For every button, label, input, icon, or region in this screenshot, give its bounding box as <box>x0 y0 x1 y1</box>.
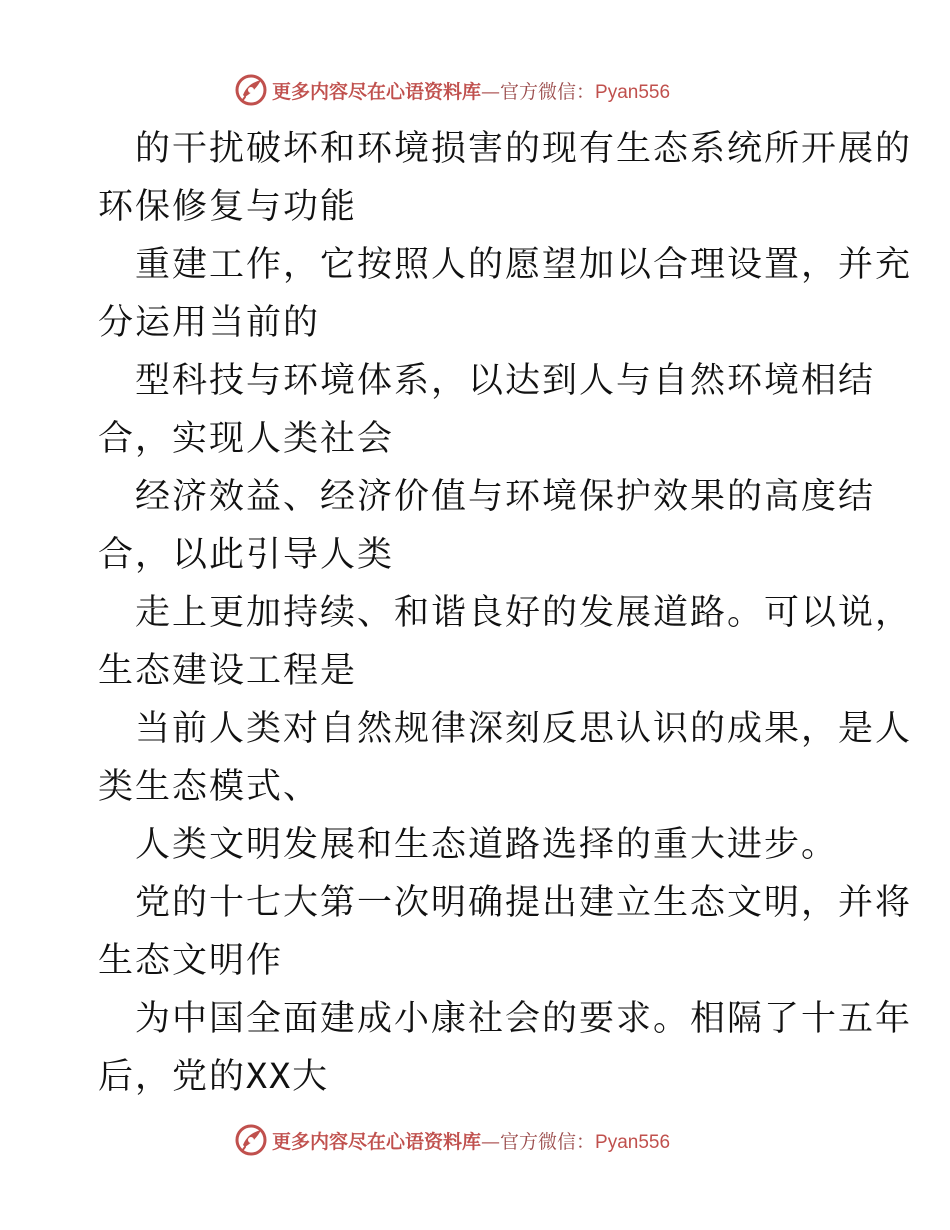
text-line: 党的十七大第一次明确提出建立生态文明，并将 <box>135 883 913 923</box>
text-line: 为中国全面建成小康社会的要求。相隔了十五年 <box>135 999 913 1039</box>
header-banner-text <box>272 77 670 104</box>
text-line: 环保修复与功能 <box>98 187 358 227</box>
text-line: 的干扰破坏和环境损害的现有生态系统所开展的 <box>135 129 913 169</box>
footer-separator: — <box>481 1130 501 1153</box>
text-line: 生态建设工程是 <box>98 651 358 691</box>
text-line: 型科技与环境体系，以达到人与自然环境相结 <box>135 361 876 401</box>
footer-wechat-id: Pyan556 <box>595 1131 671 1153</box>
header-banner[interactable] <box>234 72 670 108</box>
footer-banner-text <box>272 1127 670 1154</box>
body-text <box>98 120 913 1106</box>
text-line: 生态文明作 <box>98 941 284 981</box>
text-line: 经济效益、经济价值与环境保护效果的高度结 <box>135 477 876 517</box>
pen-logo-icon <box>234 1123 268 1157</box>
text-line: 走上更加持续、和谐良好的发展道路。可以说， <box>135 593 913 633</box>
text-line: 类生态模式、 <box>98 767 321 807</box>
header-separator: — <box>481 80 501 103</box>
text-line: 人类文明发展和生态道路选择的重大进步。 <box>135 825 839 865</box>
text-line: 重建工作，它按照人的愿望加以合理设置，并充 <box>135 245 913 285</box>
text-line: 当前人类对自然规律深刻反思认识的成果，是人 <box>135 709 913 749</box>
footer-site-text: 更多内容尽在心语资料库 <box>272 1130 482 1153</box>
footer-banner[interactable] <box>234 1122 670 1158</box>
header-official-label: 官方微信： <box>500 80 596 103</box>
text-line: 合，实现人类社会 <box>98 419 395 459</box>
pen-logo-icon <box>234 73 268 107</box>
header-site-text: 更多内容尽在心语资料库 <box>272 80 482 103</box>
header-wechat-id: Pyan556 <box>595 81 671 103</box>
text-line: 分运用当前的 <box>98 303 321 343</box>
text-line: 后，党的XX大 <box>98 1057 330 1097</box>
footer-official-label: 官方微信： <box>500 1130 596 1153</box>
text-line: 合，以此引导人类 <box>98 535 395 575</box>
